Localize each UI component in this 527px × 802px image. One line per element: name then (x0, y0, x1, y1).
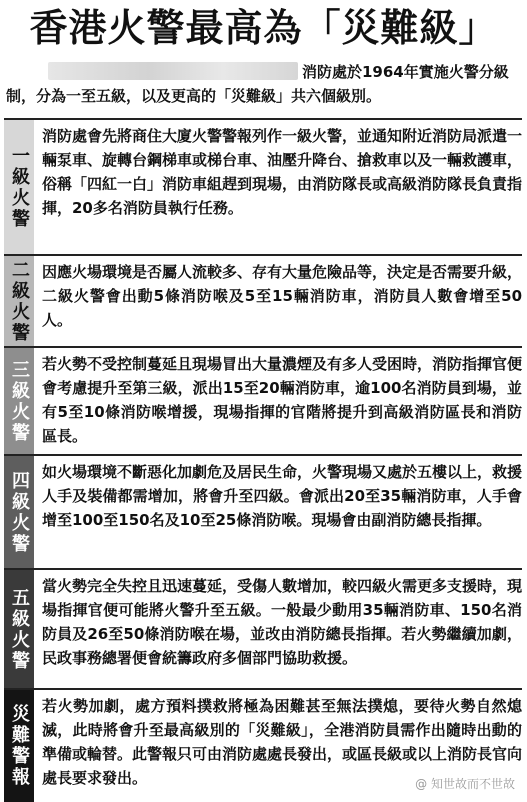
level-desc-2: 因應火場環境是否屬人流較多、存有大量危險品等，決定是否需要升級，二級火警會出動5條消防喉及5至15輛消防車，消防員人數會增至50人。 (42, 263, 523, 329)
level-desc-6: 若火勢加劇，處方預料撲救將極為困難甚至無法撲熄，要待火勢自然熄滅，此時將會升至最高級別的「災難級」，全港消防員需作出隨時出動的準備或輪替。此警報只可由消防處處長發出，或區長級或以上消防長官向處長要求發出。 (42, 697, 523, 787)
watermark: @ 知世故而不世故 (415, 777, 515, 791)
level-label-2: 二級火警 (4, 256, 34, 348)
level-label-4: 四級火警 (4, 456, 34, 570)
level-desc-5: 當火勢完全失控且迅速蔓延，受傷人數增加，較四級火需更多支援時，現場指揮官便可能將火警升至五級。一般最少動用35輛消防車、150名消防員及26至50條消防喉在場，並改由消防總長指揮。若火勢繼續加劇，民政事務總署便會統籌政府多個部門協助救援。 (42, 577, 523, 667)
redacted-text-block (48, 62, 298, 80)
level-row-3 (4, 346, 522, 456)
level-label-6: 災難警報 (4, 690, 34, 802)
intro-paragraph (6, 60, 521, 108)
level-row-2 (4, 254, 522, 348)
level-row-4 (4, 454, 522, 570)
level-label-1: 一級火警 (4, 120, 34, 256)
page-title: 香港火警最高為「災難級」 (29, 6, 498, 50)
level-label-3: 三級火警 (4, 348, 34, 456)
level-desc-1: 消防處會先將商住大廈火警警報列作一級火警，並通知附近消防局派遣一輛泵車、旋轉台鋼梯車或梯台車、油壓升降台、搶救車以及一輛救護車，俗稱「四紅一白」消防車組趕到現場，由消防隊長或高級消防隊長負責指揮，20多名消防員執行任務。 (42, 127, 523, 217)
level-desc-3: 若火勢不受控制蔓延且現場冒出大量濃煙及有多人受困時，消防指揮官便會考慮提升至第三級，派出15至20輛消防車，逾100名消防員到場，並有5至10條消防喉增援，現場指揮的官階將提升到高級消防區長和消防區長。 (42, 355, 523, 445)
intro-text: 消防處於1964年實施火警分級制，分為一至五級，以及更高的「災難級」共六個級別。 (6, 63, 509, 105)
level-row-5 (4, 568, 522, 690)
level-desc-4: 如火場環境不斷惡化加劇危及居民生命，火警現場又處於五樓以上，救援人手及裝備都需增加，將會升至四級。會派出20至35輛消防車，人手會增至100至150名及10至25條消防喉。現場會由副消防總長指揮。 (42, 463, 523, 529)
level-label-5: 五級火警 (4, 570, 34, 690)
level-row-1 (4, 118, 522, 256)
